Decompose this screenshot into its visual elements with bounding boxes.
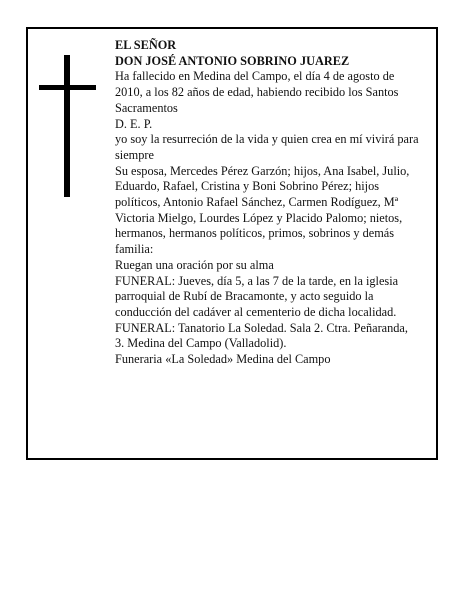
funeral-home-details: FUNERAL: Tanatorio La Soledad. Sala 2. Ctra. Peñaranda, 3. Medina del Campo (Valladolid). (115, 320, 408, 351)
obituary-text (115, 38, 420, 368)
notice-title: EL SEÑOR (115, 38, 177, 52)
cross-horizontal-bar (39, 85, 96, 90)
prayer-request: Ruegan una oración por su alma (115, 257, 274, 272)
cross-vertical-bar (64, 55, 70, 197)
religious-quote: yo soy la resurreción de la vida y quien crea en mí vivirá para siempre (115, 132, 419, 162)
death-statement: Ha fallecido en Medina del Campo, el día 4 de agosto de 2010, a los 82 años de edad, habiendo recibido los Santos Sacramentos (115, 69, 399, 115)
deceased-name: DON JOSÉ ANTONIO SOBRINO JUAREZ (115, 53, 350, 68)
family-list: Su esposa, Mercedes Pérez Garzón; hijos, Ana Isabel, Julio, Eduardo, Rafael, Cristina y Boni Sobrino Pérez; hijos políticos, Antonio Rafael Sánchez, Carmen Rodíguez, Mª Victoria Mielgo, Lourdes López y Placido Palomo; nietos, hermanos, hermanos políticos, primos, sobrinos y demás familia: (115, 163, 410, 257)
rip-text: D. E. P. (115, 116, 153, 131)
funeral-service-details: FUNERAL: Jueves, día 5, a las 7 de la tarde, en la iglesia parroquial de Rubí de Bracamonte, y acto seguido la conducción del cadáver al cementerio de dicha localidad. (115, 273, 399, 319)
funeral-company: Funeraria «La Soledad» Medina del Campo (115, 352, 331, 367)
